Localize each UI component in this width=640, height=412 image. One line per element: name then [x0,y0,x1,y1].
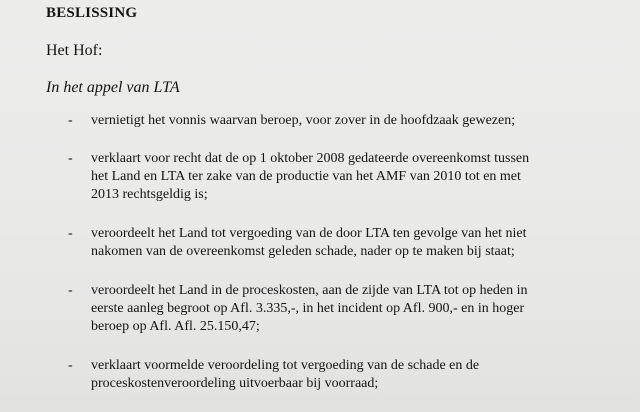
bullet-marker: - [68,113,73,128]
decision-line: veroordeelt het Land in de proceskosten, aan de zijde van LTA tot op heden in [91,283,528,298]
decision-list [0,112,640,412]
decision-line: proceskostenveroordeling uitvoerbaar bij voorraad; [91,376,379,391]
decision-line: beroep op Afl. Afl. 25.150,47; [91,319,260,334]
decision-item [0,357,640,393]
bullet-marker: - [68,151,73,166]
decision-item [0,150,640,204]
appeal-title: In het appel van LTA [46,79,180,96]
decision-line: eerste aanleg begroot op Afl. 3.335,-, in het incident op Afl. 900,- en in hoger [91,301,525,316]
decision-line: vernietigt het vonnis waarvan beroep, voor zover in de hoofdzaak gewezen; [91,113,516,128]
bullet-marker: - [68,358,73,373]
bullet-marker: - [68,226,73,241]
decision-item [0,282,640,336]
section-heading: BESLISSING [46,5,138,21]
decision-line: 2013 rechtsgeldig is; [91,187,208,202]
decision-item [0,112,640,130]
decision-line: veroordeelt het Land tot vergoeding van de door LTA ten gevolge van het niet [91,226,527,241]
decision-line: het Land en LTA ter zake van de productie van het AMF van 2010 tot en met [91,169,521,184]
decision-line: verklaart voor recht dat de op 1 oktober 2008 gedateerde overeenkomst tussen [91,151,530,166]
bullet-marker: - [68,283,73,298]
decision-line: verklaart voormelde veroordeling tot vergoeding van de schade en de [91,358,480,373]
decision-line: nakomen van de overeenkomst geleden schade, nader op te maken bij staat; [91,244,515,259]
court-label: Het Hof: [46,42,103,59]
decision-item [0,225,640,261]
